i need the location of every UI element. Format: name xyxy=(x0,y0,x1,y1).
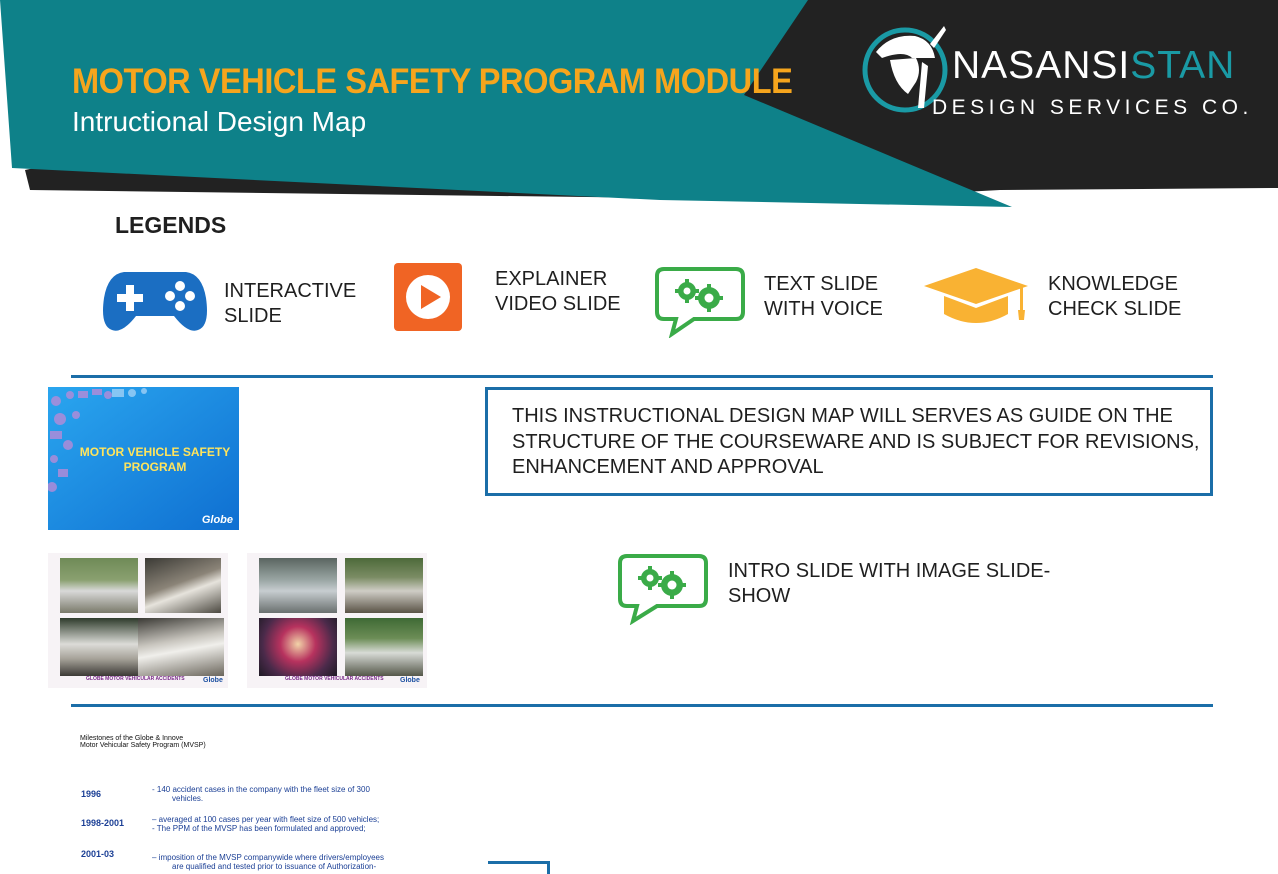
title-slide-thumbnail[interactable] xyxy=(48,387,239,530)
intro-slide-label xyxy=(728,559,1058,609)
globe-logo: Globe xyxy=(400,677,420,684)
brand-tagline: DESIGN SERVICES CO. xyxy=(932,96,1253,119)
notice-text: THIS INSTRUCTIONAL DESIGN MAP WILL SERVES AS GUIDE ON THE STRUCTURE OF THE COURSEWARE AND IS SUBJECT FOR REVISIONS, ENHANCEMENT AND APPROVAL xyxy=(512,405,1200,478)
section-divider-top xyxy=(71,375,1213,378)
legend-text-slide-line2: WITH VOICE xyxy=(764,298,883,320)
accident-collage-1[interactable] xyxy=(48,553,228,688)
legend-knowledge-line1: KNOWLEDGE xyxy=(1048,273,1179,295)
page-title: MOTOR VEHICLE SAFETY PROGRAM MODULE xyxy=(72,62,793,101)
milestone-line2: are qualified and tested prior to issuance of Authorization- xyxy=(172,862,377,871)
next-box-edge xyxy=(488,861,550,874)
accident-photo xyxy=(345,618,423,676)
play-icon xyxy=(394,263,462,331)
page-subtitle: Intructional Design Map xyxy=(72,106,367,137)
legend-text-slide-line1: TEXT SLIDE xyxy=(764,273,879,295)
legend-explainer-line2: VIDEO SLIDE xyxy=(495,293,621,315)
globe-logo: Globe xyxy=(201,514,233,526)
legend-interactive-line1: INTERACTIVE xyxy=(224,280,357,302)
accident-photo xyxy=(145,558,221,613)
legend-knowledge-check xyxy=(1048,272,1181,322)
slide-title-line2: PROGRAM xyxy=(123,460,187,474)
milestone-text xyxy=(152,785,370,803)
milestone-line2: - The PPM of the MVSP has been formulated and approved; xyxy=(152,824,366,833)
accident-photo xyxy=(259,618,337,676)
milestone-line1: – averaged at 100 cases per year with fleet size of 500 vehicles; xyxy=(152,815,380,824)
milestone-line2: vehicles. xyxy=(172,794,204,803)
milestone-text xyxy=(152,853,384,871)
milestones-heading-line1: Milestones of the Globe & Innove xyxy=(80,735,184,742)
legend-interactive xyxy=(224,279,356,329)
legend-knowledge-line2: CHECK SLIDE xyxy=(1048,298,1182,320)
intro-label-line1: INTRO SLIDE WITH IMAGE SLIDE- xyxy=(728,560,1051,582)
legend-text-slide xyxy=(764,272,883,322)
brand-name-part2: STAN xyxy=(1130,44,1236,87)
collage-caption: GLOBE MOTOR VEHICULAR ACCIDENTS xyxy=(285,676,384,682)
milestone-line1: – imposition of the MVSP companywide where drivers/employees xyxy=(152,853,384,862)
collage-caption: GLOBE MOTOR VEHICULAR ACCIDENTS xyxy=(86,676,185,682)
accident-collage-2[interactable] xyxy=(247,553,427,688)
milestone-year: 1998-2001 xyxy=(81,818,125,828)
speech-gears-icon xyxy=(654,266,746,338)
accident-photo xyxy=(138,618,224,676)
milestone-line1: - 140 accident cases in the company with the fleet size of 300 xyxy=(152,785,370,794)
brand-name xyxy=(952,44,1235,88)
speech-gears-icon xyxy=(617,553,709,625)
accident-photo xyxy=(60,558,138,613)
legend-explainer-line1: EXPLAINER xyxy=(495,268,608,290)
section-divider-bottom xyxy=(71,704,1213,707)
legend-explainer xyxy=(495,267,621,317)
milestone-year: 1996 xyxy=(81,789,102,799)
notice-box xyxy=(485,387,1213,496)
milestone-text xyxy=(152,815,379,833)
globe-logo: Globe xyxy=(203,677,223,684)
milestones-heading-line2: Motor Vehicular Safety Program (MVSP) xyxy=(80,742,206,749)
slide-title-line1: MOTOR VEHICLE SAFETY xyxy=(79,445,231,459)
accident-photo xyxy=(345,558,423,613)
milestone-year: 2001-03 xyxy=(81,849,115,859)
intro-label-line2: SHOW xyxy=(728,585,791,607)
graduation-cap-icon xyxy=(924,266,1030,328)
gamepad-icon xyxy=(102,268,208,334)
accident-photo xyxy=(259,558,337,613)
slide-title xyxy=(70,445,239,475)
brand-name-part1: NASANSI xyxy=(952,44,1131,87)
accident-photo xyxy=(60,618,138,676)
legends-title: LEGENDS xyxy=(115,212,227,238)
milestones-heading xyxy=(80,735,206,749)
legend-interactive-line2: SLIDE xyxy=(224,305,282,327)
